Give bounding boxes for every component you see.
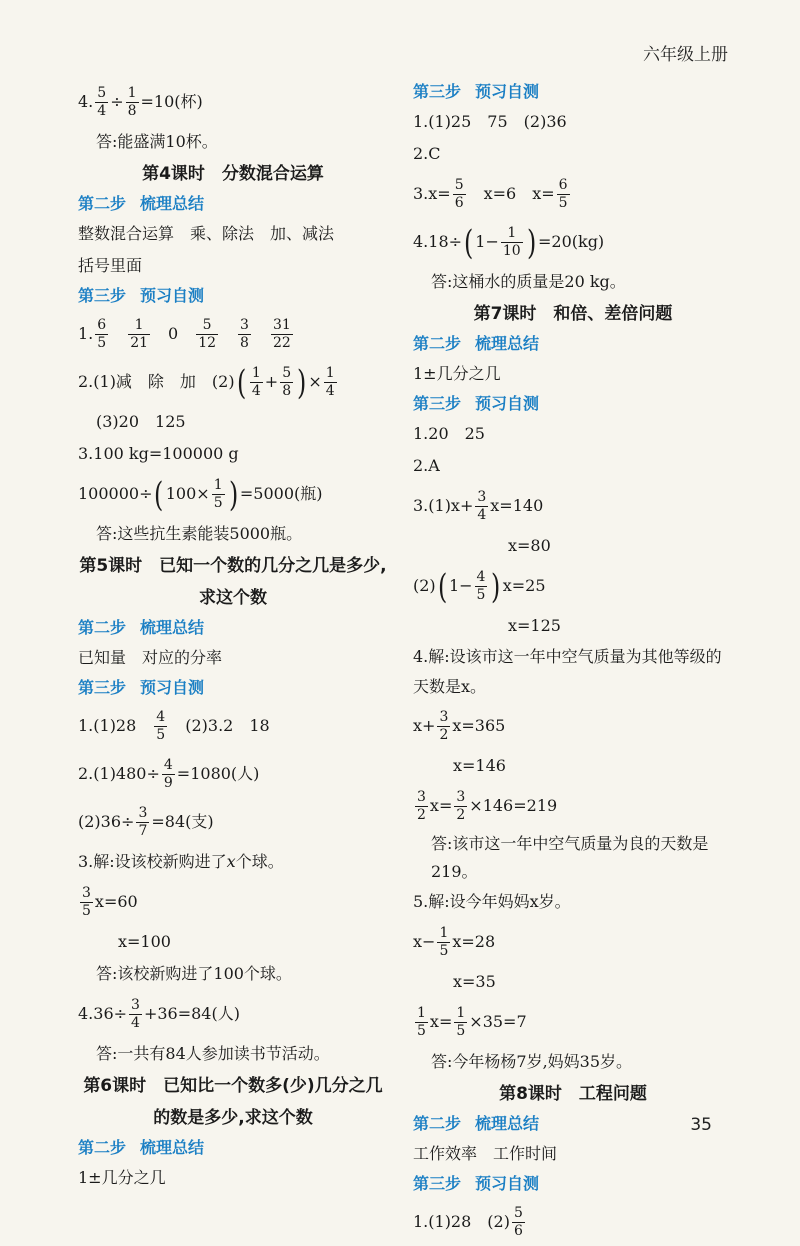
answer-line: 4.18÷( 1− $\frac{1}{10}$ ) =20(kg) (413, 222, 605, 263)
answer-text: 5.解:设今年妈妈x岁。 (413, 892, 571, 911)
answer-line: 2.C (413, 144, 441, 163)
lesson-title: 第7课时 和倍、差倍问题 (473, 304, 673, 324)
answer-text: 答:今年杨杨7岁,妈妈35岁。 (431, 1052, 633, 1071)
fraction: $\frac{3}{8}$ (240, 317, 249, 351)
fraction: $\frac{4}{5}$ (156, 709, 166, 743)
fraction: $\frac{1}{5}$ (417, 1005, 426, 1039)
fraction: $\frac{3}{5}$ (82, 885, 91, 919)
fraction: $\frac{1}{4}$ (251, 365, 261, 399)
fraction: $\frac{5}{8}$ (282, 365, 292, 399)
equation-line: x=100 (118, 932, 171, 951)
summary-text: 括号里面 (78, 256, 143, 275)
equation-line: x=146 (453, 756, 506, 775)
step-heading: 第二步 梳理总结 (78, 618, 205, 637)
answer-line: 1.(1)28 $\frac{4}{5}$ (2)3.2 18 (78, 709, 270, 743)
fraction: $\frac{1}{8}$ (127, 85, 137, 119)
grade-label: 六年级上册 (643, 45, 728, 65)
fraction: $\frac{5}{4}$ (97, 85, 107, 119)
fraction: $\frac{31}{22}$ (272, 317, 291, 351)
lesson-title: 第4课时 分数混合运算 (142, 164, 324, 184)
step-heading: 第三步 预习自测 (78, 678, 205, 697)
step-heading: 第二步 梳理总结 (413, 334, 540, 353)
fraction: $\frac{1}{10}$ (502, 225, 521, 259)
fraction: $\frac{5}{12}$ (198, 317, 217, 351)
answer-line: 4.36÷ $\frac{3}{4}$ +36=84(人) (78, 997, 240, 1031)
fraction: $\frac{6}{5}$ (558, 177, 568, 211)
answer-text: 答:这些抗生素能装5000瓶。 (96, 524, 303, 543)
answer-line: 3.100 kg=100000 g (78, 444, 239, 463)
answer-line: 3.解:设该校新购进了x个球。 (78, 852, 284, 871)
answer-text: 答:能盛满10杯。 (96, 132, 218, 151)
summary-text: 1±几分之几 (413, 364, 501, 383)
summary-text: 1±几分之几 (78, 1168, 166, 1187)
answer-line: 2.(1)减 除 加 (2)( $\frac{1}{4}$ + $\frac{5}{8}$ ) × $\frac{1}{4}$ (78, 362, 335, 403)
equation-line: $\frac{1}{5}$ x= $\frac{1}{5}$ ×35=7 (417, 1005, 527, 1039)
answer-line: 1.(1)25 75 (2)36 (413, 112, 567, 131)
step-heading: 第三步 预习自测 (413, 1174, 540, 1193)
answer-line: (2)36÷ $\frac{3}{7}$ =84(支) (78, 805, 214, 839)
right-column (413, 78, 733, 1246)
step-heading: 第三步 预习自测 (413, 82, 540, 101)
lesson-title: 第8课时 工程问题 (499, 1084, 647, 1104)
left-column (78, 78, 388, 1194)
fraction: $\frac{5}{6}$ (513, 1205, 523, 1239)
step-heading: 第三步 预习自测 (78, 286, 205, 305)
answer-text: 答:一共有84人参加读书节活动。 (96, 1044, 330, 1063)
answer-line: 100000÷( 100× $\frac{1}{5}$ ) =5000(瓶) (78, 474, 323, 515)
answer-text: 答:这桶水的质量是20 kg。 (431, 272, 626, 291)
step-heading: 第二步 梳理总结 (78, 1138, 205, 1157)
answer-line: 2.(1)480÷ $\frac{4}{9}$ =1080(人) (78, 757, 260, 791)
equation-line: 3.(1)x+ $\frac{3}{4}$ x=140 (413, 489, 544, 523)
fraction: $\frac{3}{7}$ (138, 805, 148, 839)
summary-text: 已知量 对应的分率 (78, 648, 223, 667)
equation-line: (2)( 1− $\frac{4}{5}$ ) x=25 (413, 566, 546, 607)
fraction: $\frac{1}{5}$ (213, 477, 223, 511)
answer-line: (3)20 125 (96, 412, 186, 431)
fraction: $\frac{3}{4}$ (477, 489, 487, 523)
fraction: $\frac{4}{5}$ (476, 569, 486, 603)
fraction: $\frac{1}{5}$ (439, 925, 449, 959)
answer-text: 4.解:设该市这一年中空气质量为其他等级的天数是x。 (413, 647, 722, 696)
answer-text: 答:该市这一年中空气质量为良的天数是219。 (431, 834, 709, 881)
equation-line: x=125 (508, 616, 561, 635)
equation-line: $\frac{3}{2}$ x= $\frac{3}{2}$ ×146=219 (417, 789, 558, 823)
summary-text: 工作效率 工作时间 (413, 1144, 558, 1163)
fraction: $\frac{1}{5}$ (456, 1005, 466, 1039)
equation-line: x=35 (453, 972, 496, 991)
equation-line: $\frac{3}{5}$ x=60 (82, 885, 138, 919)
fraction: $\frac{1}{4}$ (325, 365, 335, 399)
fraction: $\frac{3}{2}$ (439, 709, 449, 743)
fraction: $\frac{3}{2}$ (417, 789, 426, 823)
step-heading: 第三步 预习自测 (413, 394, 540, 413)
answer-line: 2.A (413, 456, 440, 475)
answer-line: 1.(1)28 (2) $\frac{5}{6}$ (413, 1205, 523, 1239)
fraction: $\frac{3}{2}$ (456, 789, 466, 823)
summary-text: 整数混合运算 乘、除法 加、减法 (78, 224, 335, 243)
fraction: $\frac{1}{21}$ (130, 317, 149, 351)
answer-line: 1. $\frac{6}{5}$ $\frac{1}{21}$ 0 $\frac{5}{12}$ $\frac{3}{8}$ $\frac{31}{22}$ (78, 317, 291, 351)
answer-line: 1.20 25 (413, 424, 485, 443)
lesson-title: 第6课时 已知比一个数多(少)几分之几的数是多少,求这个数 (83, 1076, 383, 1128)
fraction: $\frac{3}{4}$ (131, 997, 140, 1031)
answer-text: 答:该校新购进了100个球。 (96, 964, 292, 983)
fraction: $\frac{5}{6}$ (454, 177, 464, 211)
answer-line: 3.x= $\frac{5}{6}$ x=6 x= $\frac{6}{5}$ (413, 177, 568, 211)
fraction: $\frac{4}{9}$ (163, 757, 173, 791)
equation-line: x+ $\frac{3}{2}$ x=365 (413, 709, 506, 743)
fraction: $\frac{6}{5}$ (97, 317, 107, 351)
equation-line: x=80 (508, 536, 551, 555)
lesson-title: 第5课时 已知一个数的几分之几是多少,求这个数 (79, 556, 387, 608)
page-number: 35 (690, 1115, 712, 1135)
answer-line: 4. $\frac{5}{4}$ ÷ $\frac{1}{8}$ =10(杯) (78, 85, 203, 119)
step-heading: 第二步 梳理总结 (78, 194, 205, 213)
equation-line: x− $\frac{1}{5}$ x=28 (413, 925, 496, 959)
step-heading: 第二步 梳理总结 (413, 1114, 540, 1133)
